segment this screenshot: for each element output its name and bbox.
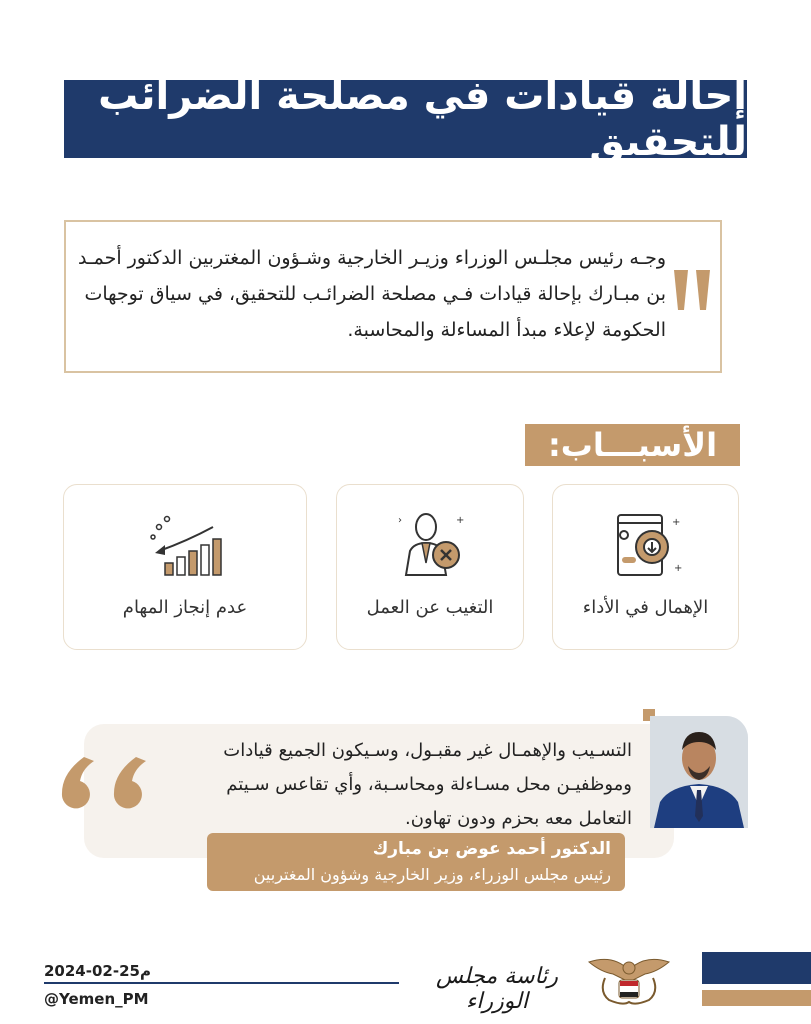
svg-text:+: + — [456, 515, 465, 526]
national-emblem-icon — [583, 952, 675, 1008]
intro-box — [64, 220, 722, 373]
footer-bar-gold — [702, 990, 811, 1006]
intro-text: وجـه رئيس مجلـس الوزراء وزيـر الخارجية وشـؤون المغتربين الدكتور أحمـد بن مبـارك بإحالة قيادات فـي مصلحة الضرائـب للتحقيق، في سياق توجهات الحكومة لإعلاء مبدأ المساءلة والمحاسبة. — [78, 247, 666, 341]
declining-chart-icon — [147, 511, 223, 579]
quote-text: التسـيب والإهمـال غير مقبـول، وسـيكون الجميع قيادات وموظفيـن محل مسـاءلة ومحاسـبة، وأي تقاعس سـيتم التعامل معه بحزم ودون تهاون. — [223, 740, 632, 829]
svg-text:+: + — [673, 563, 682, 574]
quote-mark-icon — [670, 266, 714, 316]
cause-card-absence — [336, 484, 524, 650]
cause-label: الإهمال في الأداء — [582, 597, 709, 618]
author-name: الدكتور أحمد عوض بن مبارك — [372, 839, 611, 859]
person-absent-icon — [392, 511, 468, 579]
gear-download-icon — [608, 511, 684, 579]
author-role: رئيس مجلس الوزراء، وزير الخارجية وشؤون المغتربين — [253, 865, 611, 884]
logo-text: رئاسة مجلس الوزراء — [436, 964, 558, 1014]
author-photo — [650, 716, 748, 828]
title-banner — [64, 73, 747, 165]
cause-label: عدم إنجاز المهام — [122, 597, 248, 618]
author-card — [207, 833, 625, 891]
causes-heading-text: الأسبـــاب: — [547, 426, 718, 464]
svg-text:+: + — [671, 517, 680, 528]
cause-card-tasks — [63, 484, 307, 650]
causes-heading — [525, 424, 740, 466]
quote-marks-icon — [58, 755, 166, 811]
publish-date: 2024-02-25م — [44, 962, 151, 980]
cause-label: التغيب عن العمل — [366, 597, 494, 618]
page-title: إحالة قيادات في مصلحة الضرائب للتحقيق — [98, 73, 747, 165]
footer-bar-navy — [702, 952, 811, 984]
cause-card-negligence — [552, 484, 739, 650]
footer-divider — [44, 982, 399, 984]
social-handle: @Yemen_PM — [44, 990, 149, 1008]
svg-text:›: › — [398, 515, 402, 526]
